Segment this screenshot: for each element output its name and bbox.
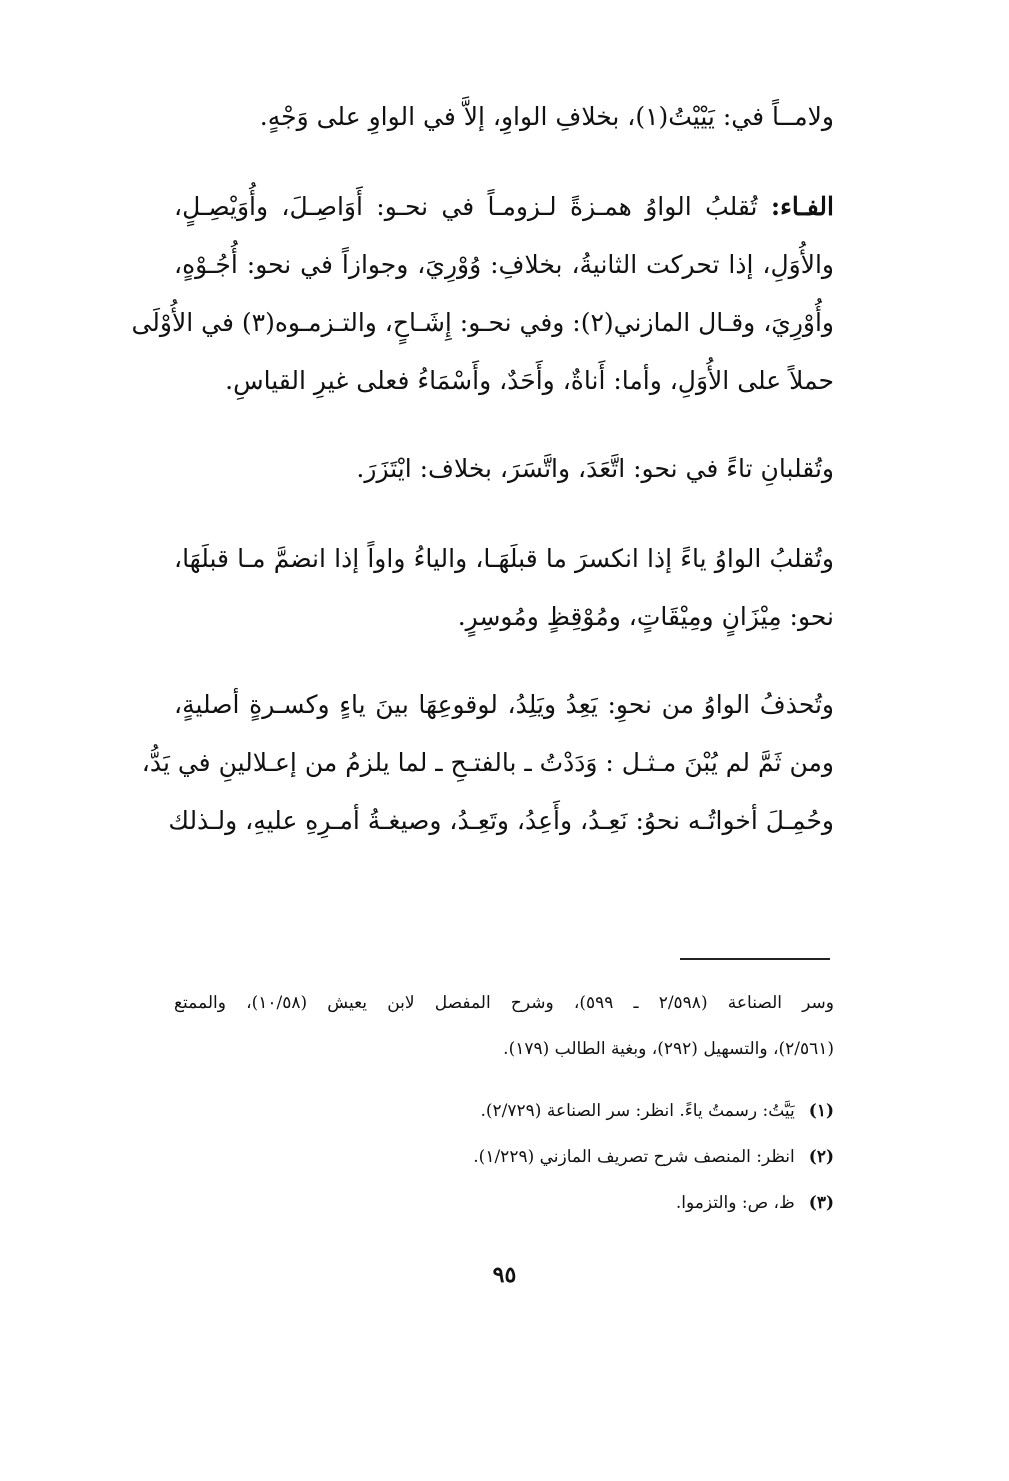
body-line: والأُوَلِ، إذا تحركت الثانيةُ، بخلافِ: وُوْرِيَ، وجوازاً في نحو: أُجُـوْهٍ،: [174, 250, 834, 279]
body-line: وتُقلبانِ تاءً في نحو: اتَّعَدَ، واتَّسَرَ، بخلاف: ايْتَزَرَ.: [356, 454, 834, 483]
footnote-item: [174, 1098, 834, 1124]
body-line: [174, 190, 834, 224]
footnote-item: [174, 1190, 834, 1216]
footnote-text: ظ، ص: والتزموا.: [675, 1193, 795, 1213]
page-number: ٩٥: [492, 1262, 517, 1288]
footnote-continuation-line: وسر الصناعة (٢/٥٩٨ ـ ٥٩٩)، وشرح المفصل لابن يعيش (١٠/٥٨)، والممتع: [174, 993, 834, 1013]
body-line: نحو: مِيْزَانٍ ومِيْقَاتٍ، ومُوْقِظٍ ومُوسِرٍ.: [457, 602, 834, 631]
footnote-continuation-line: (٢/٥٦١)، والتسهيل (٢٩٢)، وبغية الطالب (١٧٩).: [503, 1039, 834, 1059]
body-line: ولامــاً في: يَيْيْتُ(١)، بخلافِ الواوِ، إلاَّ في الواوِ على وَجْهٍ.: [259, 102, 834, 131]
footnote-number: (١): [808, 1101, 834, 1121]
body-line: وحُمِـلَ أخواتُـه نحوُ: نَعِـدُ، وأَعِدُ، وتَعِـدُ، وصيغـةُ أمـرِهِ عليهِ، ولـذلك: [168, 806, 834, 835]
footnote-text: يَيَّتُ: رسمتُ ياءً. انظر: سر الصناعة (٢/٧٢٩).: [480, 1101, 795, 1121]
body-line: وتُحذفُ الواوُ من نحوِ: يَعِدُ ويَلِدُ، لوقوعِهَا بينَ ياءٍ وكسـرةٍ أصليةٍ،: [174, 690, 834, 719]
body-line: حملاً على الأُوَلِ، وأما: أَناةٌ، وأَحَدٌ، وأَسْمَاءُ فعلى غيرِ القياسِ.: [225, 366, 834, 395]
section-heading-faa: الفـاء:: [770, 192, 834, 221]
footnote-separator: [680, 958, 830, 960]
body-line: وأُوْرِيَ، وقـال المازني(٢): وفي نحـو: إِشَـاحٍ، والتـزمـوه(٣) في الأُوْلَى: [131, 308, 834, 337]
footnote-number: (٣): [808, 1193, 834, 1213]
footnote-item: [174, 1144, 834, 1170]
footnote-number: (٢): [808, 1147, 834, 1167]
footnote-text: انظر: المنصف شرح تصريف المازني (١/٢٢٩).: [473, 1147, 795, 1167]
body-text: تُقلبُ الواوُ همـزةً لـزومـاً في نحـو: أَوَاصِـلَ، وأُوَيْصِـلٍ،: [174, 192, 771, 221]
body-line: وتُقلبُ الواوُ ياءً إذا انكسرَ ما قبلَهَـا، والياءُ واواً إذا انضمَّ مـا قبلَهَا،: [174, 544, 834, 573]
body-line: ومن ثَمَّ لم يُبْنَ مـثـل : وَدَدْتُ ـ بالفتـحِ ـ لما يلزمُ من إعـلالينِ في يَدُّ،: [141, 748, 834, 777]
